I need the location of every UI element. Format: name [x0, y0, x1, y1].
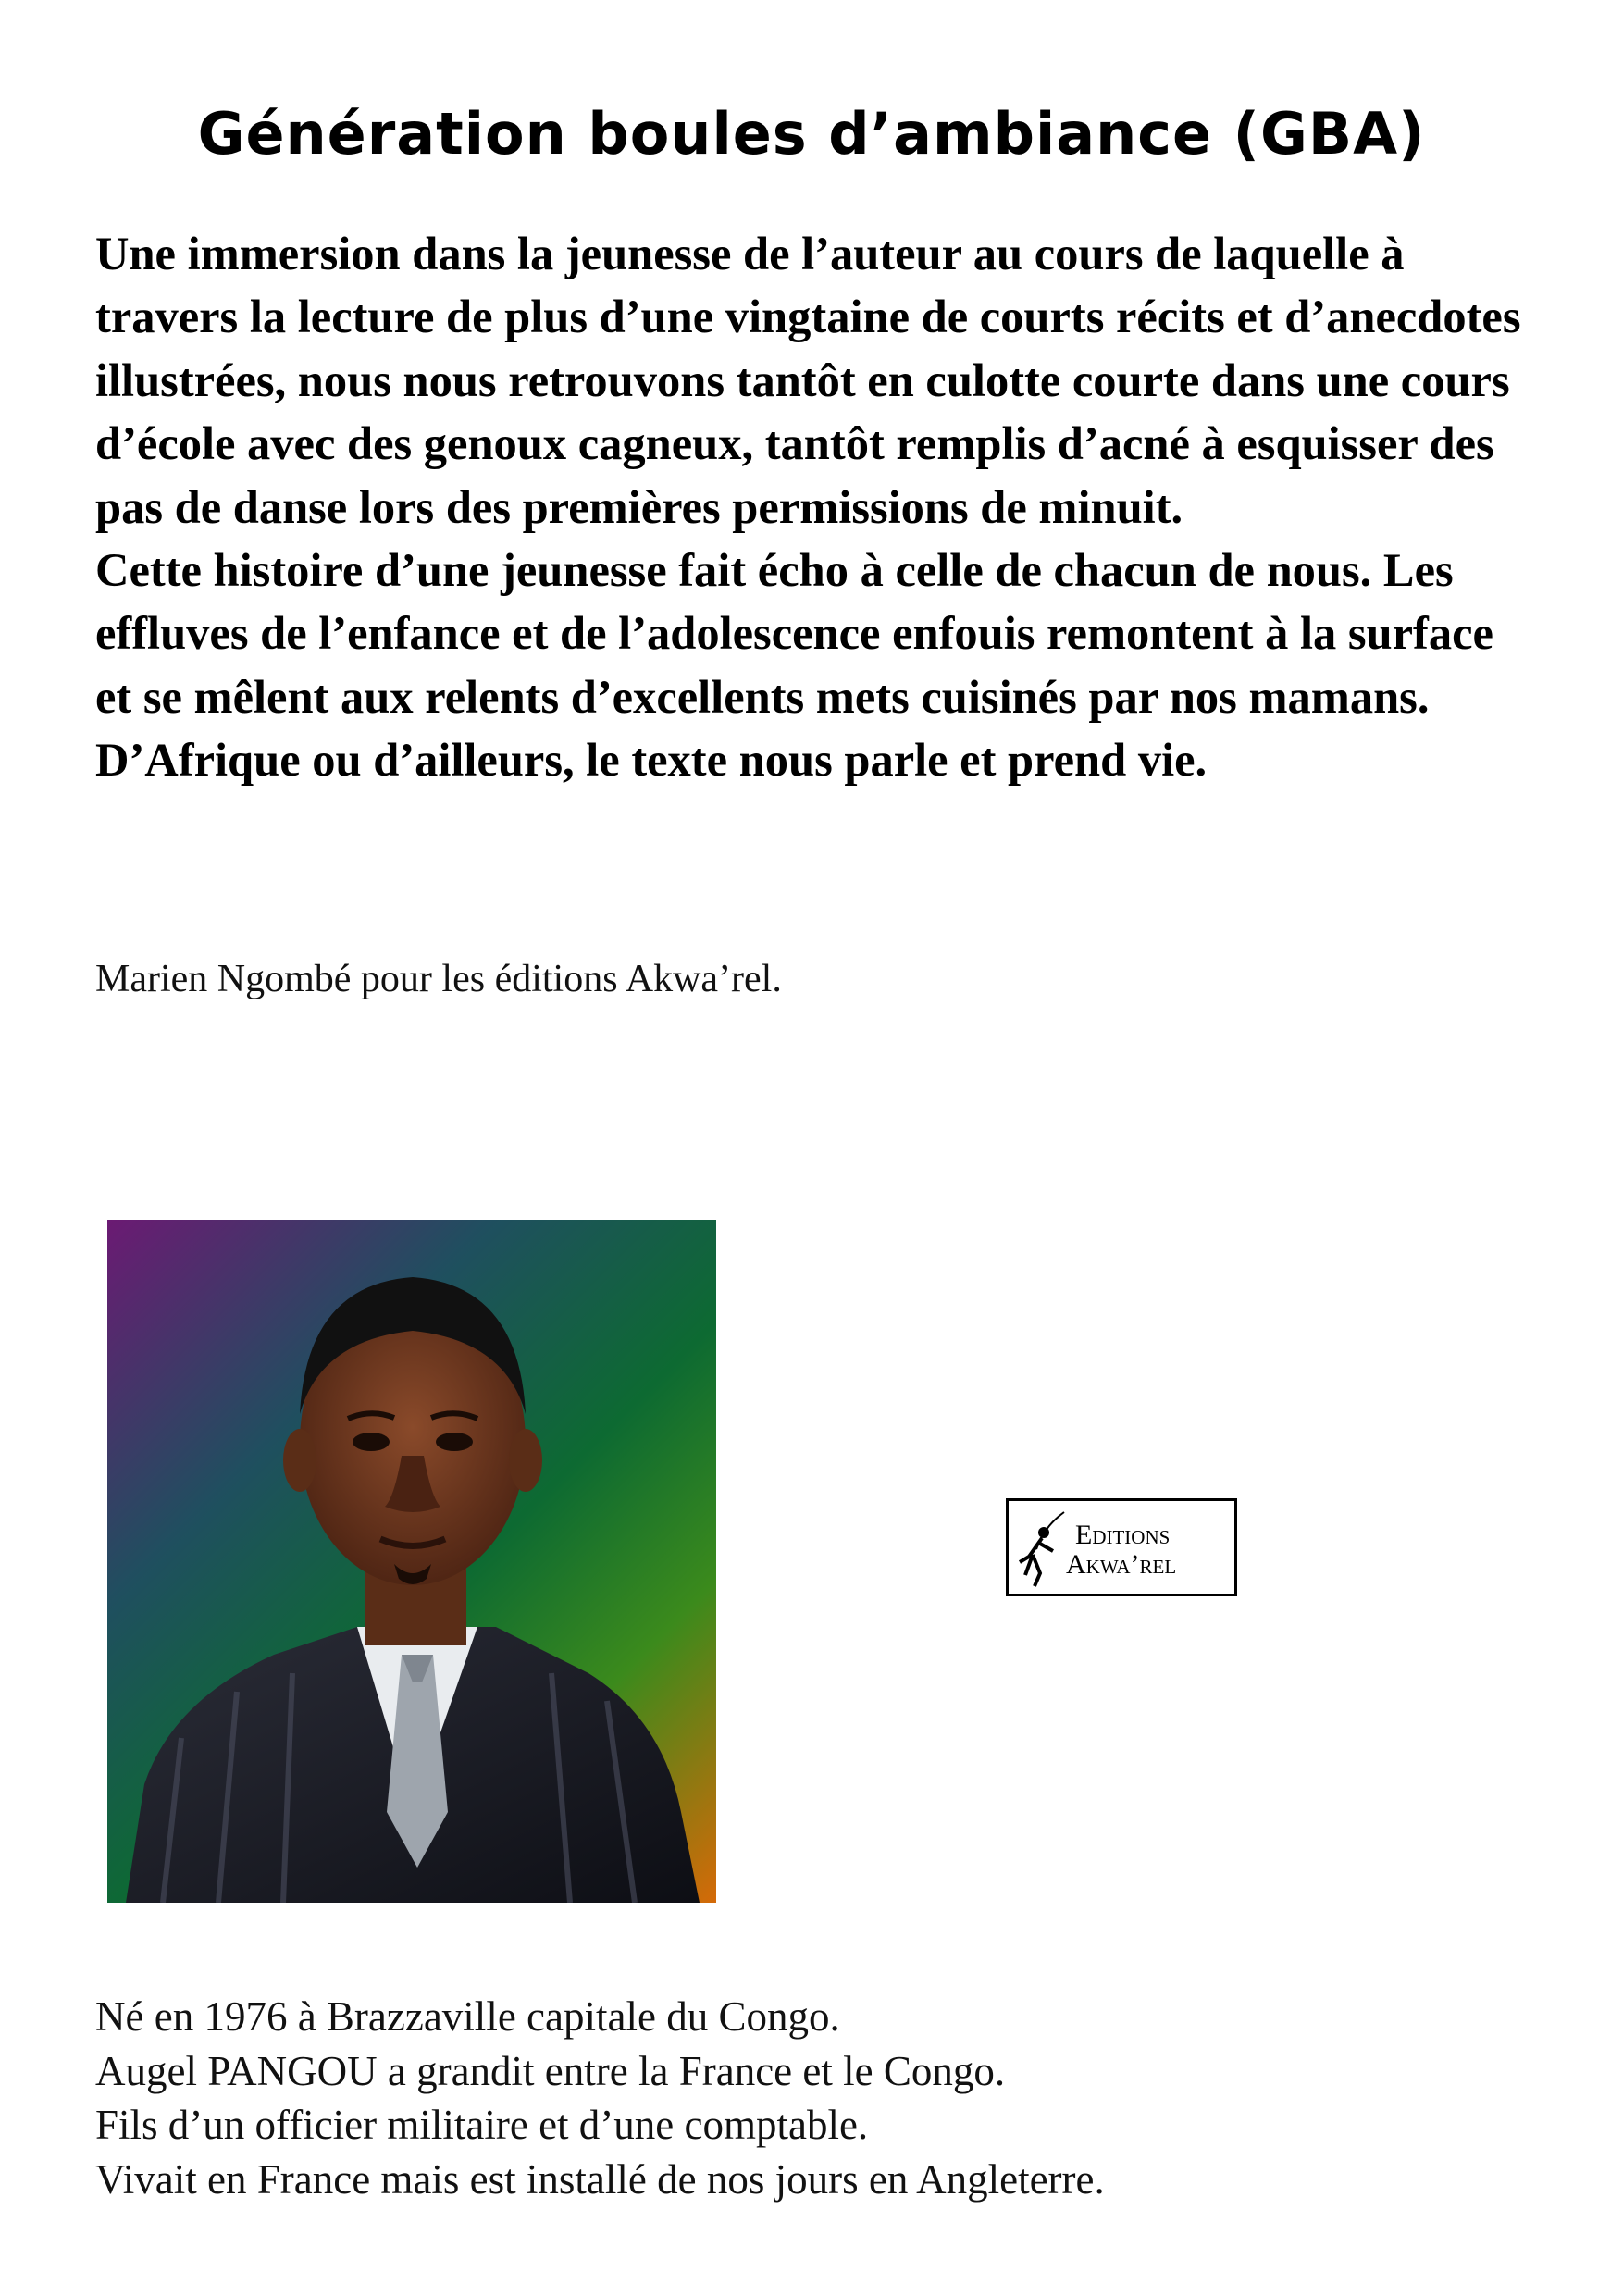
author-bio — [95, 1990, 1105, 2206]
bio-line: Né en 1976 à Brazzaville capitale du Congo. — [95, 1993, 840, 2040]
blurb-paragraph: D’Afrique ou d’ailleurs, le texte nous parle et prend vie. — [95, 734, 1208, 787]
dancer-icon — [1016, 1508, 1072, 1590]
logo-text-editions: Editions — [1075, 1520, 1171, 1550]
bio-line: Vivait en France mais est installé de nos jours en Angleterre. — [95, 2155, 1105, 2203]
blurb-paragraph: Cette histoire d’une jeunesse fait écho à celle de chacun de nous. Les effluves de l’enfance et de l’adolescence enfouis remontent à la surface et se mêlent aux relents d’excellents mets cuisinés par nos mamans. — [95, 544, 1493, 723]
blurb-signature: Marien Ngombé pour les éditions Akwa’rel. — [95, 958, 782, 1000]
author-portrait-illustration — [107, 1220, 716, 1903]
bio-line: Augel PANGOU a grandit entre la France et le Congo. — [95, 2047, 1006, 2094]
author-photo — [107, 1220, 716, 1903]
book-title: Génération boules d’ambiance (GBA) — [197, 100, 1426, 168]
publisher-logo — [1006, 1498, 1237, 1596]
blurb-paragraph: Une immersion dans la jeunesse de l’auteur au cours de laquelle à travers la lecture de plus d’une vingtaine de courts récits et d’anecdotes illustrées, nous nous retrouvons tantôt en culotte courte dans une cours d’école avec des genoux cagneux, tantôt remplis d’acné à esquisser des pas de danse lors des premières permissions de minuit. — [95, 228, 1521, 533]
back-cover-blurb — [95, 222, 1539, 792]
bio-line: Fils d’un officier militaire et d’une comptable. — [95, 2102, 869, 2148]
logo-text-akwarel: Akwa’rel — [1066, 1549, 1177, 1580]
